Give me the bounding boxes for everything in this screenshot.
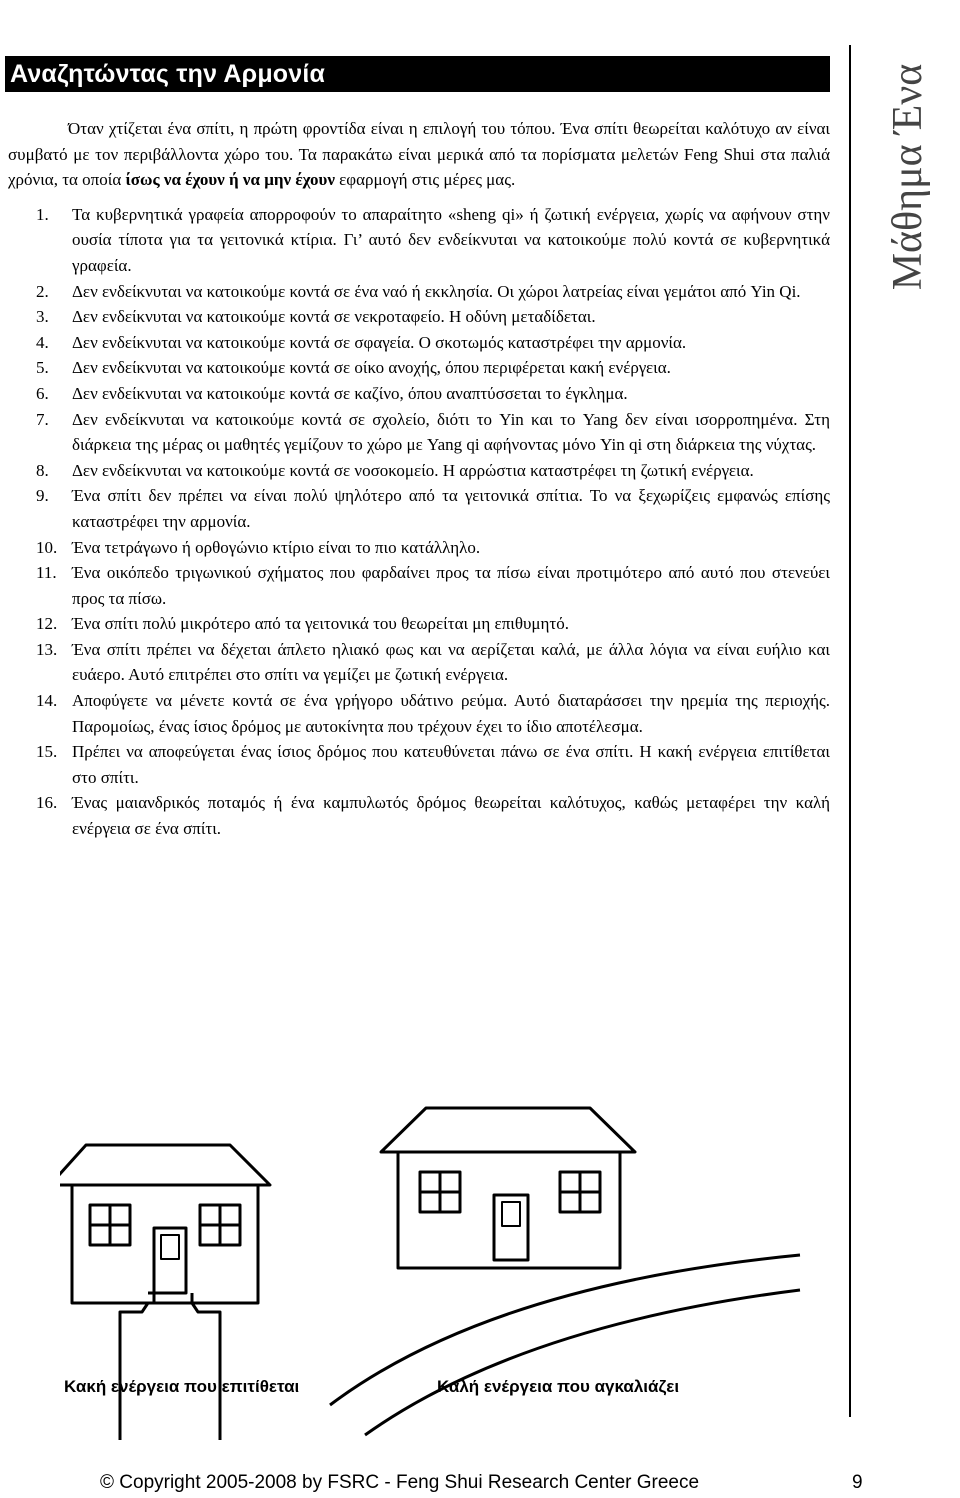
list-item (8, 458, 830, 484)
vertical-divider (849, 45, 851, 1417)
list-item (8, 202, 830, 279)
list-item (8, 637, 830, 688)
item-text: Ένα οικόπεδο τριγωνικού σχήματος που φαρδαίνει προς τα πίσω είναι προτιμότερο από αυτό που στενεύει προς τα πίσω. (72, 563, 830, 608)
list-item (8, 611, 830, 637)
item-text: Δεν ενδείκνυται να κατοικούμε κοντά σε σφαγεία. Ο σκοτωμός καταστρέφει την αρμονία. (72, 332, 687, 352)
list-item (8, 790, 830, 841)
lesson-label: Μάθημα Ένα (885, 63, 931, 291)
list-item (8, 739, 830, 790)
item-text: Δεν ενδείκνυται να κατοικούμε κοντά σε νοσοκομείο. Η αρρώστια καταστρέφει τη ζωτική ενέργεια. (72, 460, 754, 480)
item-number: 13. (36, 639, 58, 659)
page-number: 9 (852, 1472, 863, 1493)
item-text: Ένα τετράγωνο ή ορθογώνιο κτίριο είναι το πιο κατάλληλο. (72, 537, 481, 557)
straight-road-illustration (120, 1303, 220, 1440)
item-text: Δεν ενδείκνυται να κατοικούμε κοντά σε σχολείο, διότι το Yin και το Yang δεν είναι ισορροπημένα. Στη διάρκεια της μέρας οι μαθητές γεμίζουν το χώρο με Yang qi αφήνοντας μόνο Yin qi στη διάρκεια της νύχτας. (72, 409, 830, 455)
item-number: 9. (36, 486, 49, 506)
item-number: 7. (36, 409, 49, 429)
item-text: Ένα σπίτι πολύ μικρότερο από τα γειτονικά του θεωρείται μη επιθυμητό. (72, 614, 569, 634)
page-title: Αναζητώντας την Αρμονία (10, 60, 326, 88)
intro-paragraph (8, 116, 830, 193)
list-item (8, 304, 830, 330)
guidelines-list (8, 202, 830, 842)
item-number: 11. (36, 563, 57, 583)
house-right-illustration (381, 1108, 635, 1268)
item-text: Πρέπει να αποφεύγεται ένας ίσιος δρόμος που κατευθύνεται πάνω σε ένα σπίτι. Η κακή ενέργεια επιτίθεται στο σπίτι. (72, 742, 830, 787)
item-number: 12. (36, 614, 58, 634)
caption-bad-energy: Κακή ενέργεια που επιτίθεται (64, 1377, 300, 1396)
copyright-footer: © Copyright 2005-2008 by FSRC - Feng Shui Research Center Greece (100, 1472, 700, 1493)
list-item (8, 483, 830, 534)
item-text: Δεν ενδείκνυται να κατοικούμε κοντά σε νεκροταφείο. Η οδύνη μεταδίδεται. (72, 307, 596, 327)
item-text: Δεν ενδείκνυται να κατοικούμε κοντά σε καζίνο, όπου αναπτύσσεται το έγκλημα. (72, 383, 628, 403)
side-label (868, 52, 948, 302)
item-number: 6. (36, 383, 49, 403)
body-text (8, 116, 830, 842)
item-text: Τα κυβερνητικά γραφεία απορροφούν το απαραίτητο «sheng qi» ή ζωτική ενέργεια, χωρίς να αφήνουν στην ουσία τίποτα για τα γειτονικά κτίρια. Γι’ αυτό δεν ενδείκνυται να κατοικούμε πολύ κοντά σε κυβερνητικά γραφεία. (72, 204, 830, 275)
item-number: 3. (36, 307, 49, 327)
item-number: 2. (36, 281, 49, 301)
intro-text-1: Όταν χτίζεται ένα σπίτι, η πρώτη φροντίδα είναι η επιλογή του τόπου. Ένα σπίτι θεωρείται καλότυχο αν είναι συμβατό με τον περιβάλλοντα χώρο του. Τα παρακάτω είναι μερικά από τα πορίσματα μελετών Feng Shui στα παλιά χρόνια, τα οποία (8, 119, 830, 190)
item-text: Ένα σπίτι δεν πρέπει να είναι πολύ ψηλότερο από τα γειτονικά σπίτια. Το να ξεχωρίζεις εμφανώς επίσης καταστρέφει την αρμονία. (72, 486, 830, 531)
list-item (8, 279, 830, 305)
item-text: Δεν ενδείκνυται να κατοικούμε κοντά σε οίκο ανοχής, όπου περιφέρεται κακή ενέργεια. (72, 358, 671, 378)
item-text: Ένας μαιανδρικός ποταμός ή ένα καμπυλωτός δρόμος θεωρείται καλότυχος, καθώς μεταφέρει την καλή ενέργεια σε ένα σπίτι. (72, 793, 830, 839)
item-number: 15. (36, 742, 58, 762)
list-item (8, 355, 830, 381)
intro-text-2: εφαρμογή στις μέρες μας. (334, 170, 516, 190)
item-number: 16. (36, 793, 58, 813)
item-number: 1. (36, 204, 49, 224)
house-left-illustration (60, 1145, 270, 1303)
list-item (8, 330, 830, 356)
list-item (8, 381, 830, 407)
item-text: Αποφύγετε να μένετε κοντά σε ένα γρήγορο υδάτινο ρεύμα. Αυτό διαταράσσει την ηρεμία της περιοχής. Παρομοίως, ένας ίσιος δρόμος με αυτοκίνητα που τρέχουν έχει το ίδιο αποτέλεσμα. (72, 691, 830, 736)
item-number: 14. (36, 691, 58, 711)
item-number: 4. (36, 332, 49, 352)
curved-road-illustration (330, 1255, 800, 1435)
list-item (8, 535, 830, 561)
list-item (8, 560, 830, 611)
list-item (8, 407, 830, 458)
title-bar (5, 56, 830, 92)
list-item (8, 688, 830, 739)
item-number: 8. (36, 460, 49, 480)
intro-bold-text: ίσως να έχουν ή να μην έχουν (125, 170, 335, 190)
item-number: 10. (36, 537, 58, 557)
item-number: 5. (36, 358, 49, 378)
item-text: Δεν ενδείκνυται να κατοικούμε κοντά σε ένα ναό ή εκκλησία. Οι χώροι λατρείας είναι γεμάτοι από Yin Qi. (72, 281, 801, 301)
item-text: Ένα σπίτι πρέπει να δέχεται άπλετο ηλιακό φως και να αερίζεται καλά, με άλλα λόγια να είναι ευήλιο και ευάερο. Αυτό επιτρέπει στο σπίτι να γεμίζει με ζωτική ενέργεια. (72, 639, 830, 685)
caption-good-energy: Καλή ενέργεια που αγκαλιάζει (437, 1377, 680, 1396)
